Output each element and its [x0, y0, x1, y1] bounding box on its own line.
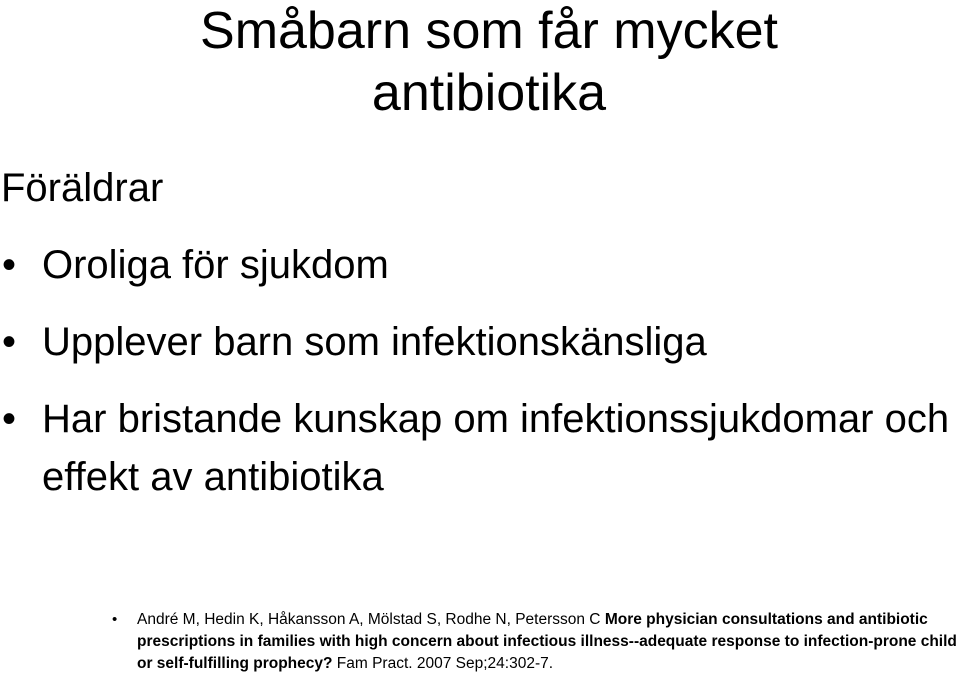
- slide-title-line-2: antibiotika: [371, 64, 607, 122]
- slide-title-line-1: Småbarn som får mycket: [200, 2, 778, 60]
- bullet-dot-icon: •: [2, 243, 17, 287]
- bullet-text: Upplever barn som infektionskänsliga: [42, 320, 707, 364]
- bullet-dot-icon: •: [2, 397, 17, 441]
- bullet-item: [0, 236, 950, 294]
- reference-item: [112, 609, 958, 675]
- bullet-item: [0, 390, 950, 506]
- reference-list: [112, 609, 958, 675]
- reference-citation: Fam Pract. 2007 Sep;24:302-7.: [332, 655, 554, 672]
- section-heading: Föräldrar: [1, 166, 164, 210]
- bullet-dot-icon: •: [2, 320, 17, 364]
- bullet-dot-icon: •: [112, 611, 118, 628]
- slide-title: [0, 0, 960, 124]
- reference-authors: André M, Hedin K, Håkansson A, Mölstad S, Rodhe N, Petersson C: [137, 611, 605, 628]
- bullet-item: [0, 313, 950, 371]
- bullet-text: Oroliga för sjukdom: [42, 243, 389, 287]
- bullet-text: Har bristande kunskap om infektionssjukdomar och effekt av antibiotika: [42, 397, 950, 499]
- reference-article-title: More physician consultations and antibiotic prescriptions in families with high concern about infectious illness--adequate response to infection-prone child or self-fulfilling prophecy?: [137, 611, 957, 672]
- bullet-list: [0, 236, 950, 525]
